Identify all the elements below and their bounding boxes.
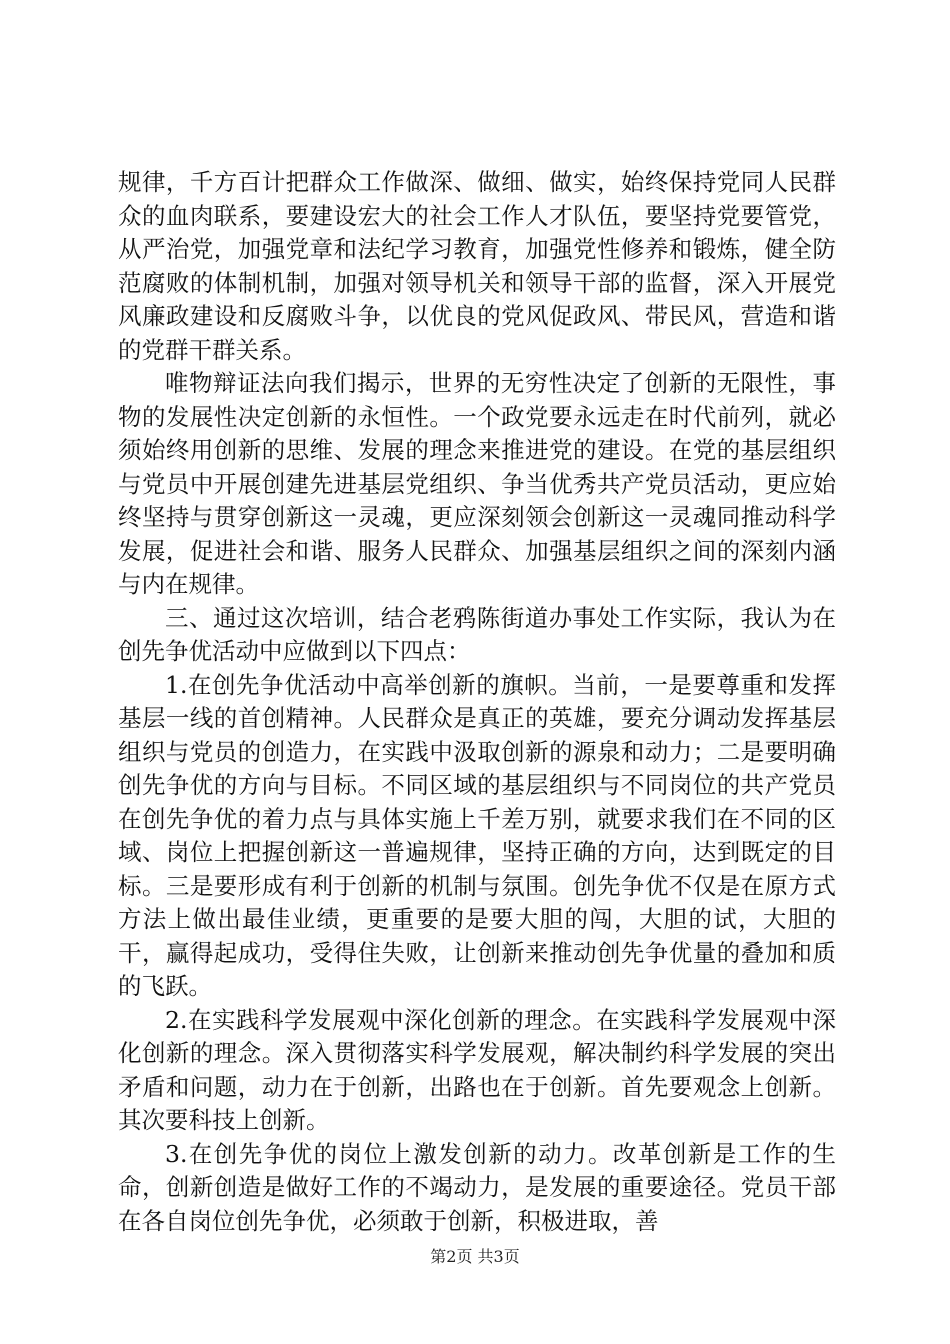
paragraph-point-three: 3.在创先争优的岗位上激发创新的动力。改革创新是工作的生命，创新创造是做好工作的不竭动力，是发展的重要途径。党员干部在各自岗位创先争优，必须敢于创新，积极进取，善 [118,1139,836,1235]
paragraph-point-two: 2.在实践科学发展观中深化创新的理念。在实践科学发展观中深化创新的理念。深入贯彻落实科学发展观，解决制约科学发展的突出矛盾和问题，动力在于创新，出路也在于创新。首先要观念上创新。其次要科技上创新。 [118,1005,836,1134]
page-footer: 第2页 共3页 [430,1247,520,1266]
paragraph-continuation: 规律，千方百计把群众工作做深、做细、做实，始终保持党同人民群众的血肉联系，要建设宏大的社会工作人才队伍，要坚持党要管党，从严治党，加强党章和法纪学习教育，加强党性修养和锻炼，健全防范腐败的体制机制，加强对领导机关和领导干部的监督，深入开展党风廉政建设和反腐败斗争，以优良的党风促政风、带民风，营造和谐的党群干群关系。 [118,168,836,364]
document-body [118,166,836,1238]
paragraph-section-three: 三、通过这次培训，结合老鸦陈街道办事处工作实际，我认为在创先争优活动中应做到以下四点： [118,603,836,665]
paragraph-dialectics: 唯物辩证法向我们揭示，世界的无穷性决定了创新的无限性，事物的发展性决定创新的永恒性。一个政党要永远走在时代前列，就必须始终用创新的思维、发展的理念来推进党的建设。在党的基层组织与党员中开展创建先进基层党组织、争当优秀共产党员活动，更应始终坚持与贯穿创新这一灵魂，更应深刻领会创新这一灵魂同推动科学发展，促进社会和谐、服务人民群众、加强基层组织之间的深刻内涵与内在规律。 [118,369,836,598]
paragraph-point-one: 1.在创先争优活动中高举创新的旗帜。当前，一是要尊重和发挥基层一线的首创精神。人民群众是真正的英雄，要充分调动发挥基层组织与党员的创造力，在实践中汲取创新的源泉和动力；二是要明确创先争优的方向与目标。不同区域的基层组织与不同岗位的共产党员在创先争优的着力点与具体实施上千差万别，就要求我们在不同的区域、岗位上把握创新这一普遍规律，坚持正确的方向，达到既定的目标。三是要形成有利于创新的机制与氛围。创先争优不仅是在原方式方法上做出最佳业绩，更重要的是要大胆的闯，大胆的试，大胆的干，赢得起成功，受得住失败，让创新来推动创先争优量的叠加和质的飞跃。 [118,670,836,1000]
